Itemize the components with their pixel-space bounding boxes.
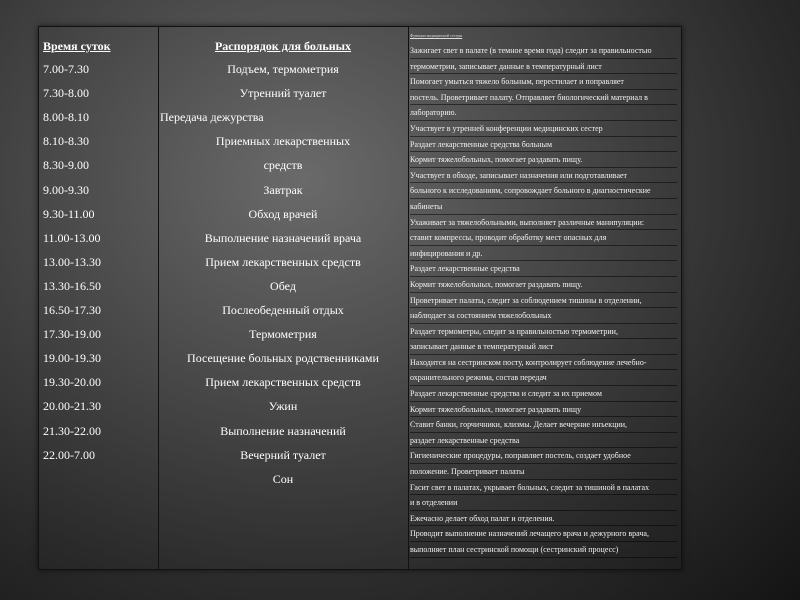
routine-cell: Обед <box>270 278 296 293</box>
routine-cell: Выполнение назначений врача <box>204 230 362 245</box>
nurse-duty-line: Ставит банки, горчичники, клизмы. Делает вечерние инъекции, <box>410 417 677 433</box>
routine-column <box>158 27 409 569</box>
time-cell: 16.50-17.30 <box>43 303 101 317</box>
time-cell: 19.30-20.00 <box>43 375 101 390</box>
nurse-duty-line: Участвует в утренней конференции медицинских сестер <box>410 121 677 137</box>
routine-cell: Вечерний туалет <box>240 447 326 462</box>
time-header: Время суток <box>43 39 111 53</box>
routine-cell: Приемных лекарственных <box>215 134 351 149</box>
routine-cell: средств <box>263 158 303 173</box>
nurse-duty-line: положение. Проветривает палаты <box>410 464 677 480</box>
nurse-duty-line: записывает данные в температурный лист <box>410 339 677 355</box>
schedule-table <box>38 26 682 570</box>
nurse-duty-line: Помогает умыться тяжело больным, перестилает и поправляет <box>410 74 677 90</box>
routine-cell: Подъем, термометрия <box>227 62 339 76</box>
nurse-duties-column <box>408 27 681 569</box>
nurse-duty-line: Кормит тяжелобольных, помогает раздавать пищу. <box>410 152 677 168</box>
time-cell: 21.30-22.00 <box>43 423 101 438</box>
nurse-duty-line: и в отделении <box>410 495 677 511</box>
nurse-duty-line: инфицирования и др. <box>410 246 677 262</box>
nurse-duty-line: Проветривает палаты, следит за соблюдением тишины в отделении, <box>410 293 677 309</box>
routine-cell: Ужин <box>268 399 298 414</box>
time-cell: 17.30-19.00 <box>43 327 101 342</box>
nurse-duty-line: выполняет план сестринской помощи (сестринский процесс) <box>410 542 677 558</box>
routine-cell: Сон <box>272 471 294 486</box>
routine-cell: Прием лекарственных средств <box>205 375 361 390</box>
nurse-header: Функции медицинской сестры <box>410 33 463 38</box>
nurse-duty-line: наблюдает за состоянием тяжелобольных <box>410 308 677 324</box>
nurse-duty-line: постель. Проветривает палату. Отправляет биологический материал в <box>410 90 677 106</box>
routine-cell: Завтрак <box>263 182 303 197</box>
nurse-duty-line: Участвует в обходе, записывает назначения или подготавливает <box>410 168 677 184</box>
routine-cell: Термометрия <box>249 327 317 342</box>
time-cell: 8.30-9.00 <box>43 158 89 173</box>
time-cell: 7.30-8.00 <box>43 86 89 101</box>
nurse-duty-line: Зажигает свет в палате (в темное время года) следит за правильностью <box>410 43 677 59</box>
routine-cell: Посещение больных родственниками <box>187 351 379 366</box>
time-cell: 11.00-13.00 <box>43 230 101 245</box>
nurse-duty-line: Проводит выполнение назначений лечащего врача и дежурного врача, <box>410 526 677 542</box>
nurse-duty-line: Гигиенические процедуры, поправляет постель, создает удобное <box>410 448 677 464</box>
nurse-duty-line: Ухаживает за тяжелобольными, выполняет различные манипуляции: <box>410 215 677 231</box>
time-cell: 13.00-13.30 <box>43 254 101 269</box>
time-cell: 8.00-8.10 <box>43 110 89 125</box>
nurse-duty-line: Раздает лекарственные средства <box>410 261 677 277</box>
routine-cell: Утренний туалет <box>239 86 327 101</box>
nurse-duty-line: ставит компрессы, проводит обработку мест опасных для <box>410 230 677 246</box>
nurse-duty-line: Кормит тяжелобольных, помогает раздавать пищу. <box>410 277 677 293</box>
nurse-duty-line: Раздает термометры, следит за правильностью термометрии, <box>410 324 677 340</box>
nurse-duty-line: раздает лекарственные средства <box>410 433 677 449</box>
time-column <box>39 27 159 569</box>
nurse-duty-line: Ежечасно делает обход палат и отделения. <box>410 511 677 527</box>
nurse-duty-line: Кормит тяжелобольных, помогает раздавать пищу <box>410 402 677 418</box>
nurse-duty-line: лабораторию. <box>410 105 677 121</box>
time-cell: 8.10-8.30 <box>43 134 89 149</box>
routine-cell: Прием лекарственных средств <box>205 254 361 269</box>
time-cell: 22.00-7.00 <box>43 447 95 462</box>
nurse-duty-line: Гасит свет в палатах, укрывает больных, следит за тишиной в палатах <box>410 480 677 496</box>
time-cell: 13.30-16.50 <box>43 278 101 293</box>
routine-header: Распорядок для больных <box>214 39 352 53</box>
nurse-duty-line: термометрии, записывает данные в температурный лист <box>410 59 677 75</box>
nurse-duty-line: больного к исследованиям, сопровождает больного в диагностические <box>410 183 677 199</box>
routine-cell: Послеобеденный отдых <box>222 303 344 317</box>
routine-cell: Обход врачей <box>248 206 318 221</box>
time-cell: 9.00-9.30 <box>43 182 89 197</box>
routine-cell: Выполнение назначений <box>220 423 346 438</box>
routine-cell: Передача дежурства <box>160 110 264 125</box>
time-cell: 7.00-7.30 <box>43 62 89 76</box>
nurse-duty-line: кабинеты <box>410 199 677 215</box>
time-cell: 19.00-19.30 <box>43 351 101 366</box>
nurse-duty-line: охранительного режима, состав передач <box>410 370 677 386</box>
nurse-duty-line: Раздает лекарственные средства и следит за их приемом <box>410 386 677 402</box>
time-cell: 20.00-21.30 <box>43 399 101 414</box>
nurse-duty-line: Находится на сестринском посту, контролирует соблюдение лечебно- <box>410 355 677 371</box>
time-cell: 9.30-11.00 <box>43 206 95 221</box>
nurse-duty-line: Раздает лекарственные средства больным <box>410 137 677 153</box>
